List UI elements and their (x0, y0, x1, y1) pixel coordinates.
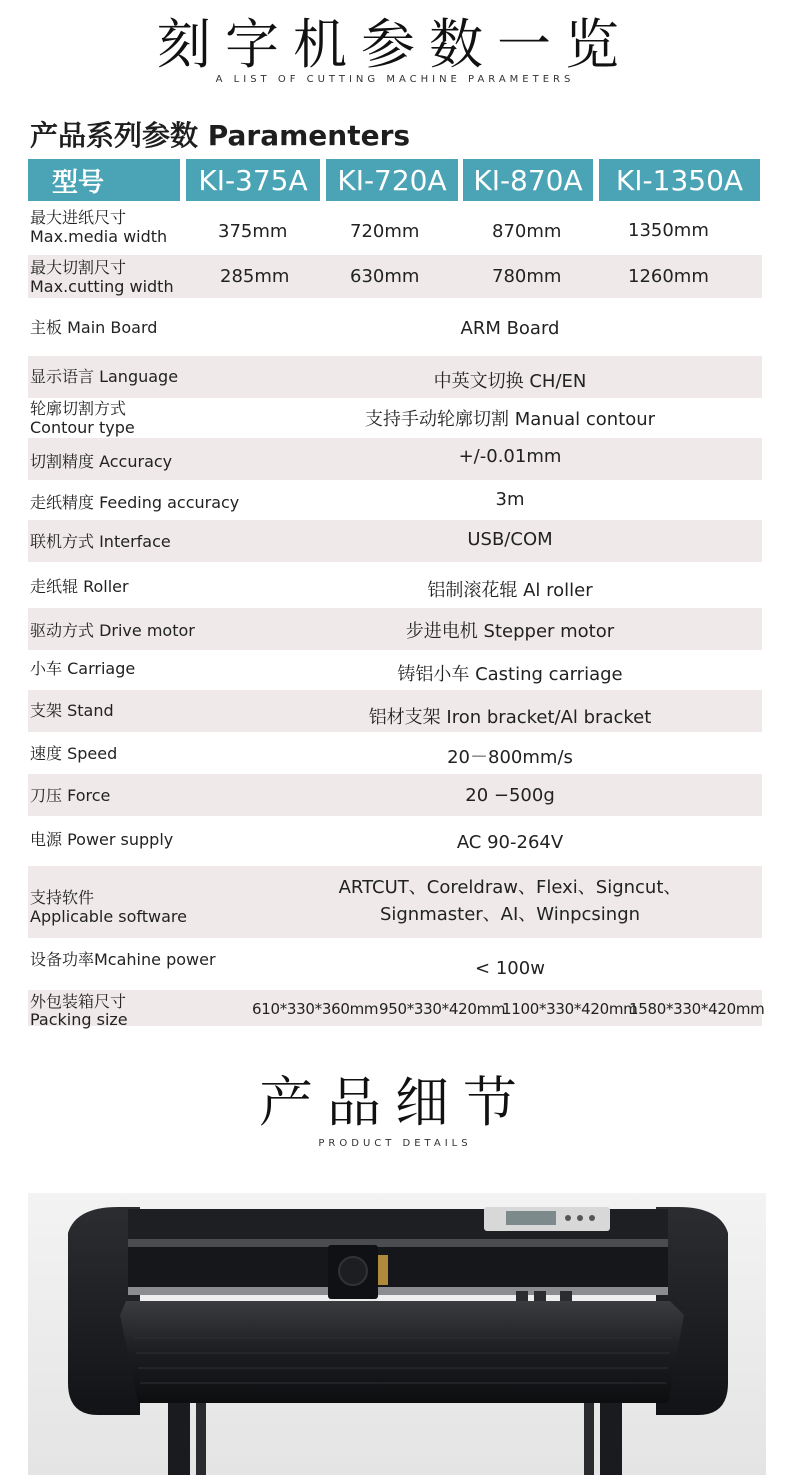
row-stand (28, 690, 762, 732)
row-value: 铸铝小车 Casting carriage (397, 664, 623, 685)
row-language (28, 356, 762, 398)
cell-value: 950*330*420mm (379, 1000, 506, 1018)
cell-value: 1260mm (628, 266, 709, 287)
row-label: 支架 Stand (30, 701, 114, 720)
row-label: 主板 Main Board (30, 318, 158, 337)
row-label: 联机方式 Interface (30, 532, 171, 551)
row-label: 走纸辊 Roller (30, 577, 129, 596)
row-value: 铝制滚花辊 Al roller (427, 580, 593, 601)
row-label-cn: 支持软件 (30, 888, 95, 907)
row-value: 步进电机 Stepper motor (405, 621, 615, 642)
row-value: USB/COM (467, 529, 553, 550)
row-label-cn: 最大进纸尺寸 (30, 208, 127, 227)
page-title: 刻字机参数一览 (157, 13, 633, 76)
table-header-ki720a: KI-720A (326, 159, 458, 201)
row-label-cn: 最大切割尺寸 (30, 258, 127, 277)
row-value: +/-0.01mm (458, 446, 562, 467)
product-photo (28, 1193, 766, 1475)
row-label: 显示语言 Language (30, 367, 179, 386)
cell-value: 375mm (218, 221, 288, 242)
row-label: 切割精度 Accuracy (30, 452, 173, 471)
cell-value: 630mm (350, 266, 420, 287)
cutting-machine-illustration (28, 1193, 766, 1475)
row-label-en: Applicable software (30, 907, 187, 926)
row-value: 20－800mm/s (447, 747, 573, 768)
details-subtitle: PRODUCT DETAILS (318, 1138, 472, 1149)
cell-value: 780mm (492, 266, 562, 287)
row-force (28, 774, 762, 816)
row-media-width (28, 205, 762, 252)
row-drive-motor (28, 608, 762, 650)
row-label: 设备功率Mcahine power (30, 950, 216, 969)
software-line-1: ARTCUT、Coreldraw、Flexi、Signcut、 (338, 877, 682, 898)
row-label-en: Packing size (30, 1010, 128, 1029)
row-value: ARM Board (460, 318, 560, 339)
row-accuracy (28, 438, 762, 480)
row-roller (28, 565, 762, 607)
row-label-cn: 外包装箱尺寸 (30, 992, 127, 1011)
row-main-board (28, 306, 762, 350)
page-subtitle: A LIST OF CUTTING MACHINE PARAMETERS (215, 74, 575, 85)
table-header-ki870a: KI-870A (463, 159, 593, 201)
row-contour (28, 398, 762, 438)
row-value: < 100w (475, 958, 545, 979)
cell-value: 610*330*360mm (252, 1000, 379, 1018)
row-machine-power (28, 940, 762, 988)
row-label: 速度 Speed (30, 744, 118, 763)
row-value: 铝材支架 Iron bracket/Al bracket (368, 707, 652, 728)
row-label-en: Max.media width (30, 227, 168, 246)
row-feeding (28, 480, 762, 520)
row-value: 20 −500g (465, 785, 555, 806)
row-label-cn: 轮廓切割方式 (30, 399, 127, 418)
row-power-supply (28, 818, 762, 864)
cell-value: 720mm (350, 221, 420, 242)
software-line-2: Signmaster、AI、Winpcsingn (379, 904, 641, 925)
table-header-ki375a: KI-375A (186, 159, 320, 201)
cell-value: 1580*330*420mm (629, 1000, 765, 1018)
row-packing-size (28, 990, 765, 1029)
details-title: 产品细节 (259, 1071, 531, 1134)
row-label: 走纸精度 Feeding accuracy (30, 493, 240, 512)
row-value: 支持手动轮廓切割 Manual contour (364, 409, 656, 430)
row-label: 刀压 Force (30, 786, 111, 805)
cell-value: 870mm (492, 221, 562, 242)
row-label: 小车 Carriage (30, 659, 136, 678)
table-header-ki1350a: KI-1350A (599, 159, 760, 201)
row-speed (28, 734, 762, 774)
row-label-en: Max.cutting width (30, 277, 174, 296)
cell-value: 285mm (220, 266, 290, 287)
row-carriage (28, 650, 762, 690)
cell-value: 1350mm (628, 220, 709, 241)
row-cutting-width (28, 255, 762, 298)
row-value: AC 90-264V (456, 832, 564, 853)
row-value: 3m (495, 489, 525, 510)
row-software (28, 866, 762, 938)
row-value: 中英文切换 CH/EN (433, 371, 587, 392)
table-header-model: 型号 (28, 159, 180, 201)
row-interface (28, 520, 762, 562)
section-title: 产品系列参数 Paramenters (30, 119, 411, 152)
cell-value: 1100*330*420mm (502, 1000, 638, 1018)
row-label: 电源 Power supply (30, 830, 174, 849)
row-label-en: Contour type (30, 418, 135, 437)
row-label: 驱动方式 Drive motor (30, 621, 195, 640)
